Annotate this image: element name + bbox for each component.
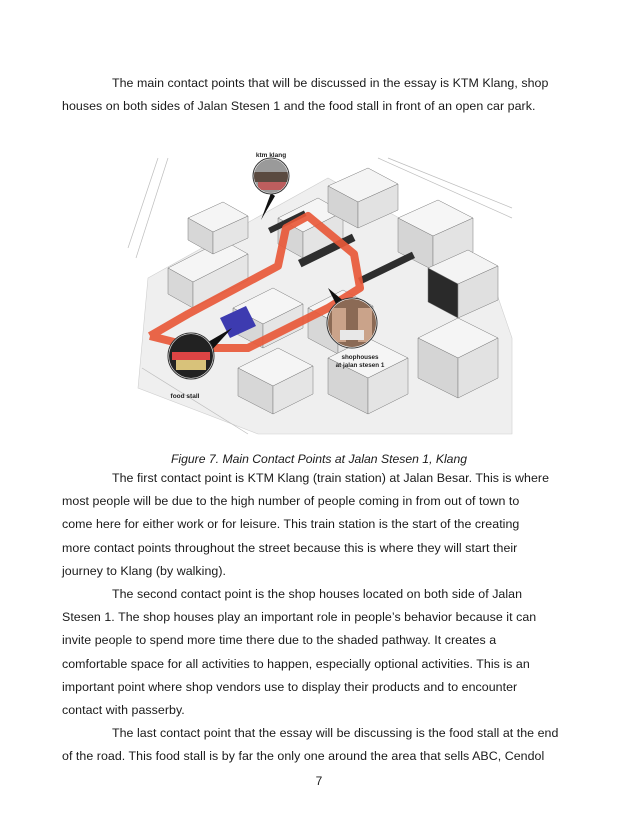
shophouses-callout-label-2: at jalan stesen 1 <box>335 362 385 369</box>
text-line: of the road. This food stall is by far the only one around the area that sells ABC, Cendol <box>62 749 545 764</box>
figure-caption: Figure 7. Main Contact Points at Jalan Stesen 1, Klang <box>170 452 468 466</box>
ktm-callout-label: ktm klang <box>255 152 287 159</box>
text-line: The first contact point is KTM Klang (train station) at Jalan Besar. This is where <box>112 471 550 485</box>
text-line: houses on both sides of Jalan Stesen 1 and the food stall in front of an open car park. <box>62 99 536 114</box>
text-line: journey to Klang (by walking). <box>62 563 227 578</box>
body-paragraphs <box>62 467 562 769</box>
text-line: Stesen 1. The shop houses play an important role in people’s behavior because it can <box>62 610 537 625</box>
text-line: more contact points throughout the street because this is where they will start their <box>62 540 518 555</box>
foodstall-callout-label: food stall <box>170 393 200 400</box>
text-line: come here for either work or for leisure. This train station is the start of the creating <box>62 517 520 532</box>
text-line: most people will be due to the high number of people coming in from out of town to <box>62 494 520 509</box>
text-line: important point where shop vendors use to display their products and to encounter <box>62 679 518 694</box>
text-line: comfortable space for all activities to happen, especially optional activities. This is an <box>62 656 530 671</box>
text-line: The last contact point that the essay will be discussing is the food stall at the end <box>112 726 559 741</box>
text-line: The main contact points that will be discussed in the essay is KTM Klang, shop <box>112 76 549 90</box>
text-line: contact with passerby. <box>62 703 185 718</box>
page-number: 7 <box>315 774 323 788</box>
contact-points-figure <box>128 152 512 434</box>
intro-paragraph <box>62 72 562 118</box>
text-line: invite people to spend more time there due to the shaded pathway. It creates a <box>62 633 497 648</box>
text-line: The second contact point is the shop houses located on both side of Jalan <box>112 587 523 602</box>
shophouses-callout-label-1: shophouses <box>341 354 379 361</box>
